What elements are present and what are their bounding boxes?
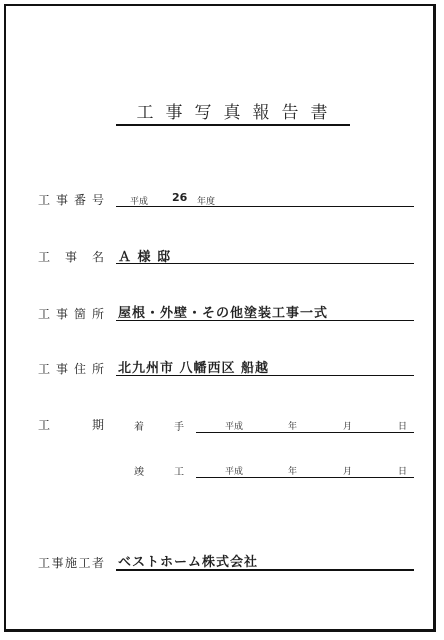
period-end-month: 月 [343, 467, 353, 477]
contractor-value: ベストホーム株式会社 [118, 555, 259, 570]
document-title: 工事写真報告書 [116, 100, 350, 126]
construction-address-value: 北九州市 八幡西区 船越 [118, 361, 270, 376]
construction-location-label: 工事箇所 [38, 307, 104, 321]
period-end-underline [196, 477, 414, 478]
period-start-underline [196, 432, 414, 433]
construction-number-year: 26 [172, 191, 188, 204]
construction-name-value: Ａ 様 邸 [118, 250, 172, 265]
period-start-label: 着手 [134, 422, 184, 433]
period-start-era: 平成 [225, 422, 244, 432]
period-start-month: 月 [343, 422, 353, 432]
construction-location-value: 屋根・外壁・その他塗装工事一式 [118, 306, 329, 321]
period-end-year: 年 [288, 467, 298, 477]
period-end-label: 竣工 [134, 467, 184, 478]
construction-number-underline [116, 206, 414, 207]
construction-address-label: 工事住所 [38, 362, 104, 376]
construction-name-label: 工事名 [38, 250, 104, 264]
period-end-era: 平成 [225, 467, 244, 477]
period-start-year: 年 [288, 422, 298, 432]
construction-number-era: 平成 [130, 197, 149, 207]
period-start-day: 日 [398, 422, 408, 432]
construction-number-label: 工事番号 [38, 193, 104, 207]
contractor-label: 工事施工者 [38, 556, 104, 570]
construction-number-year-suffix: 年度 [197, 197, 216, 207]
period-end-day: 日 [398, 467, 408, 477]
construction-period-label: 工期 [38, 418, 104, 432]
